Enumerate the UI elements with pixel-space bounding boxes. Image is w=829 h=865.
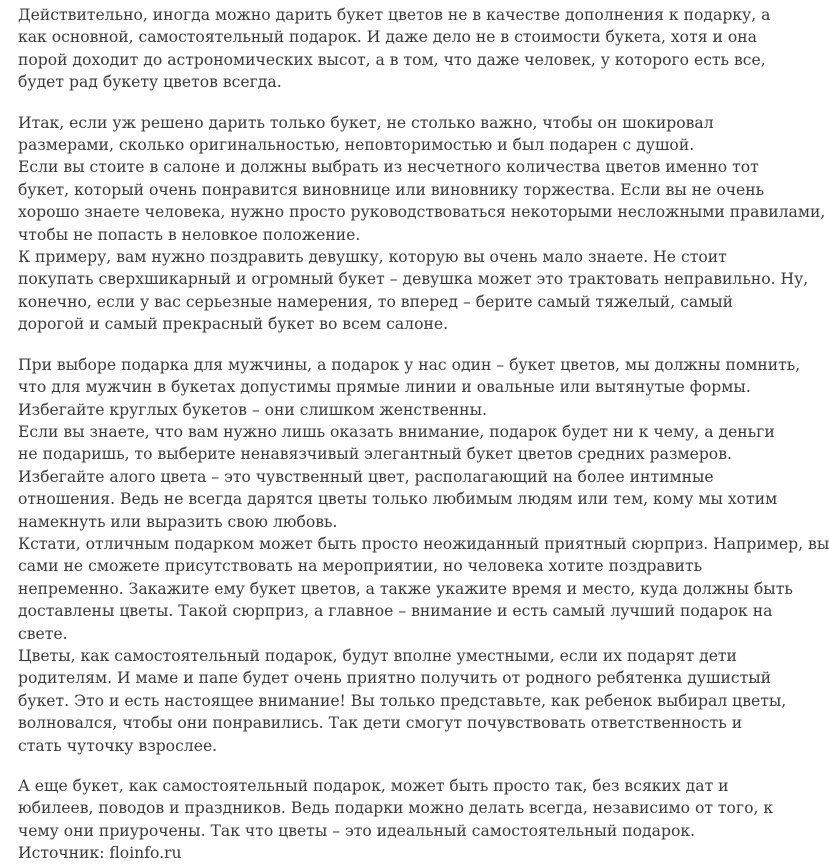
paragraph xyxy=(18,645,787,757)
text-line: будет рад букету цветов всегда. xyxy=(18,73,282,92)
paragraph xyxy=(18,775,774,842)
text-line: Источник: floinfo.ru xyxy=(18,844,182,863)
text-line: отношения. Ведь не всегда дарятся цветы только любимым людям или тем, кому мы хотим xyxy=(18,490,778,509)
text-line: букет, который очень понравится виновнице или виновнику торжества. Если вы не очень xyxy=(18,180,765,199)
text-line: стать чуточку взрослее. xyxy=(18,736,218,755)
text-line: А еще букет, как самостоятельный подарок, может быть просто так, без всяких дат и xyxy=(18,777,729,795)
text-line: свете. xyxy=(18,624,68,643)
text-line: Избегайте алого цвета – это чувственный цвет, располагающий на более интимные xyxy=(18,467,714,486)
text-line: букет. Это и есть настоящее внимание! Вы только представьте, как ребенок выбирал цветы, xyxy=(18,691,787,710)
text-line: дорогой и самый прекрасный букет во всем салоне. xyxy=(18,315,449,334)
text-line: Действительно, иногда можно дарить букет цветов не в качестве дополнения к подарку, а xyxy=(18,6,771,24)
text-line: При выборе подарка для мужчины, а подарок у нас один – букет цветов, мы должны помнить, xyxy=(18,355,801,374)
text-line: что для мужчин в букетах допустимы прямые линии и овальные или вытянутые формы. xyxy=(18,378,751,397)
text-line: покупать сверхшикарный и огромный букет – девушка может это трактовать неправильно. Ну, xyxy=(18,270,809,289)
paragraph xyxy=(18,112,714,157)
text-line: порой доходит до астрономических высот, а в том, что даже человек, у которого есть все, xyxy=(18,50,766,69)
text-line: хорошо знаете человека, нужно просто руководствоваться некоторыми несложными правилами, xyxy=(18,203,826,222)
text-line: волновался, чтобы они понравились. Так дети смогут почувствовать ответственность и xyxy=(18,714,743,733)
text-line: доставлены цветы. Такой сюрприз, а главное – внимание и есть самый лучший подарок на xyxy=(18,602,773,621)
text-line: Если вы стоите в салоне и должны выбрать из несчетного количества цветов именно тот xyxy=(18,158,759,177)
text-line: Кстати, отличным подарком может быть просто неожиданный приятный сюрприз. Например, вы xyxy=(18,534,829,553)
text-line: К примеру, вам нужно поздравить девушку, которую вы очень мало знаете. Не стоит xyxy=(18,248,727,267)
text-line: непременно. Закажите ему букет цветов, а также укажите время и место, куда должны быть xyxy=(18,579,793,598)
paragraph xyxy=(18,156,826,246)
text-line: родителям. И маме и папе будет очень приятно получить от родного ребятенка душистый xyxy=(18,669,772,688)
paragraph xyxy=(18,4,771,94)
text-line: сами не сможете присутствовать на мероприятии, но человека хотите поздравить xyxy=(18,557,703,576)
text-line: конечно, если у вас серьезные намерения, то вперед – берите самый тяжелый, самый xyxy=(18,292,734,311)
text-line: чтобы не попасть в неловкое положение. xyxy=(18,225,361,244)
paragraph xyxy=(18,533,829,645)
text-line: намекнуть или выразить свою любовь. xyxy=(18,512,338,531)
paragraph xyxy=(18,842,702,864)
text-line: чему они приурочены. Так что цветы – это идеальный самостоятельный подарок. xyxy=(18,821,696,840)
paragraph xyxy=(18,354,801,421)
text-line: не подаришь, то выберите ненавязчивый элегантный букет цветов средних размеров. xyxy=(18,445,732,464)
text-line: Итак, если уж решено дарить только букет, не столько важно, чтобы он шокировал xyxy=(18,113,714,132)
text-line: Цветы, как самостоятельный подарок, будут вполне уместными, если их подарят дети xyxy=(18,646,737,665)
text-line: Если вы знаете, что вам нужно лишь оказать внимание, подарок будет ни к чему, а деньги xyxy=(18,422,775,441)
paragraph xyxy=(18,421,778,533)
text-line: юбилеев, поводов и праздников. Ведь подарки можно делать всегда, независимо от того, к xyxy=(18,799,774,818)
paragraph xyxy=(18,246,809,336)
text-line: Избегайте круглых букетов – они слишком женственны. xyxy=(18,400,487,419)
text-line: размерами, сколько оригинальностью, неповторимостью и был подарен с душой. xyxy=(18,136,695,155)
text-line: как основной, самостоятельный подарок. И даже дело не в стоимости букета, хотя и она xyxy=(18,28,757,47)
